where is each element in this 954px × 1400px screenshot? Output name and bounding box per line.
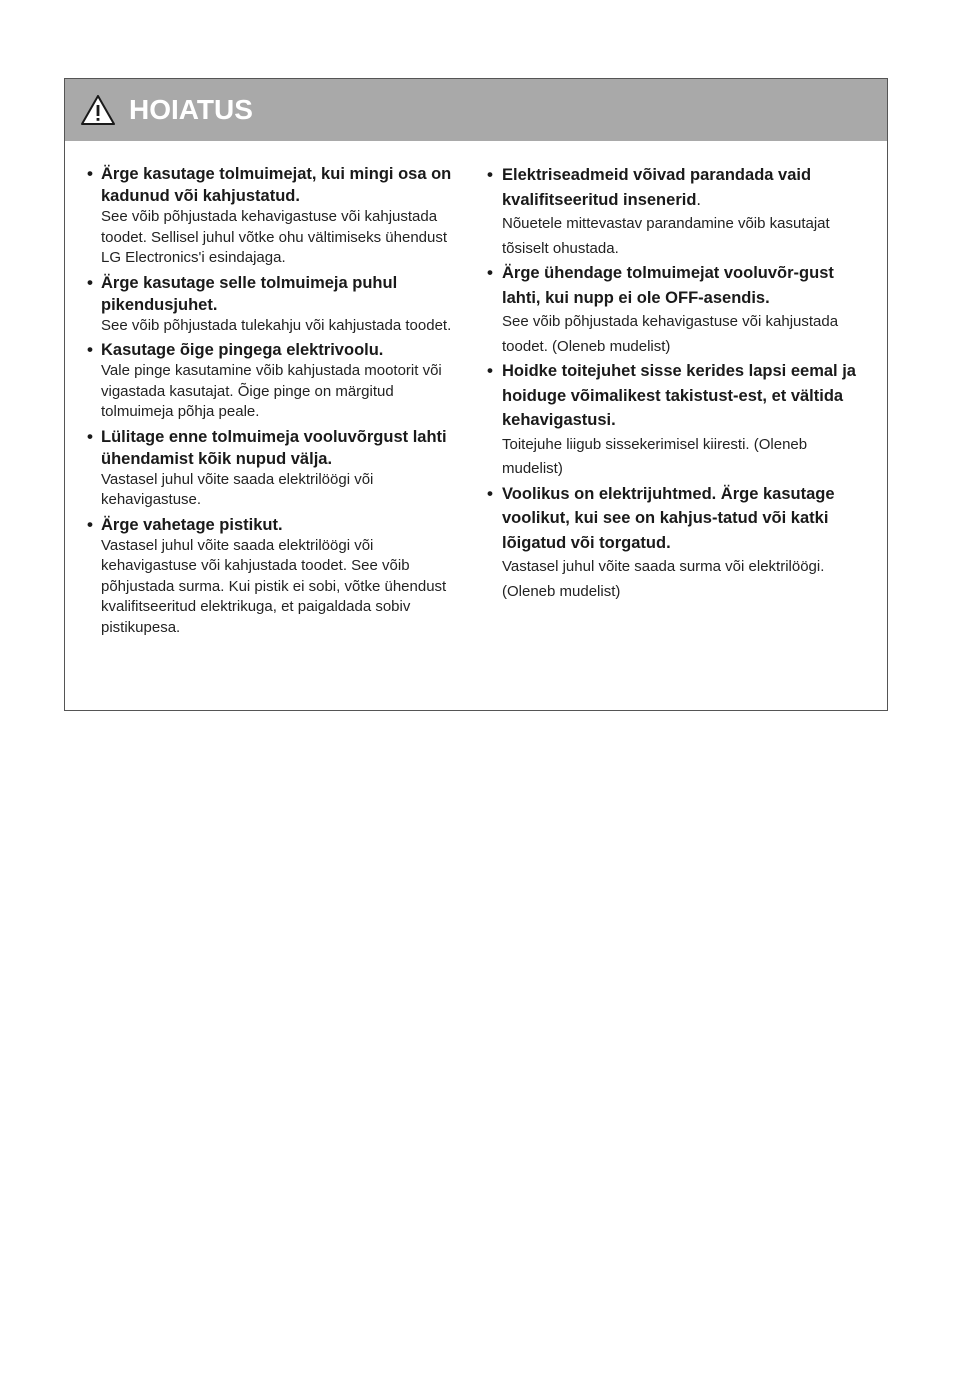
bullet: • [87,426,93,446]
list-item [487,261,867,359]
item-text: See võib põhjustada tulekahju või kahjustada toodet. [101,316,452,334]
list-item [87,163,455,269]
item-text: See võib põhjustada kehavigastuse või kahjustada toodet. (Oleneb mudelist) [502,313,839,355]
item-text: Nõuetele mittevastav parandamine võib kasutajat tõsiselt ohustada. [502,215,830,257]
left-column [87,163,455,641]
item-text: Vale pinge kasutamine võib kahjustada mootorit või vigastada kasutajat. Õige pinge on märgitud tolmuimeja põhja peale. [101,362,442,420]
list-item [87,426,455,511]
warning-header [65,79,887,141]
list-item [87,272,455,337]
item-title: Ärge kasutage tolmuimejat, kui mingi osa on kadunud või kahjustatud. [101,165,452,205]
item-text: Vastasel juhul võite saada elektrilöögi või kehavigastuse või kahjustada toodet. See võib põhjustada surma. Kui pistik ei sobi, võtke ühendust kvalifitseeritud elektrikuga, et paigaldada sobiv pistikupesa. [101,536,447,636]
list-item [87,339,455,423]
list-item [87,514,455,639]
bullet: • [87,272,93,292]
bullet: • [487,263,493,282]
item-title: Kasutage õige pingega elektrivoolu. [101,341,384,359]
item-text: Toitejuhe liigub sissekerimisel kiiresti. (Oleneb mudelist) [502,435,808,477]
item-text: Vastasel juhul võite saada surma või elektrilöögi. (Oleneb mudelist) [502,558,825,600]
item-text: See võib põhjustada kehavigastuse või kahjustada toodet. Sellisel juhul võtke ohu vältimiseks ühendust LG Electronics'i esindajaga. [101,208,448,266]
bullet: • [487,483,493,503]
item-title: Ärge ühendage tolmuimejat vooluvõr-gust lahti, kui nupp ei ole OFF-asendis. [502,264,834,307]
item-text: Vastasel juhul võite saada elektrilöögi või kehavigastuse. [101,470,374,508]
bullet: • [487,165,493,184]
item-title-suffix: . [696,190,701,209]
bullet: • [87,514,93,534]
warning-triangle-icon [81,95,115,125]
right-column [487,163,867,604]
item-title [502,163,867,212]
item-title: Ärge kasutage selle tolmuimeja puhul pikendusjuhet. [101,273,398,314]
item-title: Ärge vahetage pistikut. [101,515,283,534]
warning-title: HOIATUS [129,94,253,125]
item-title: Voolikus on elektrijuhtmed. Ärge kasutage voolikut, kui see on kahjus-tatud või katki lõigatud või torgatud. [502,484,835,552]
list-item [487,482,867,605]
bullet: • [87,340,93,359]
item-title-text: Elektriseadmeid võivad parandada vaid kvalifitseeritud insenerid [502,166,812,209]
bullet: • [487,361,493,380]
item-title: Lülitage enne tolmuimeja vooluvõrgust lahti ühendamist kõik nupud välja. [101,427,447,468]
warning-box [64,78,888,711]
item-title: Hoidke toitejuhet sisse kerides lapsi eemal ja hoiduge võimalikest takistust-est, et vältida kehavigastusi. [502,362,856,429]
list-item [487,359,867,482]
list-item [487,163,867,261]
bullet: • [87,164,93,183]
